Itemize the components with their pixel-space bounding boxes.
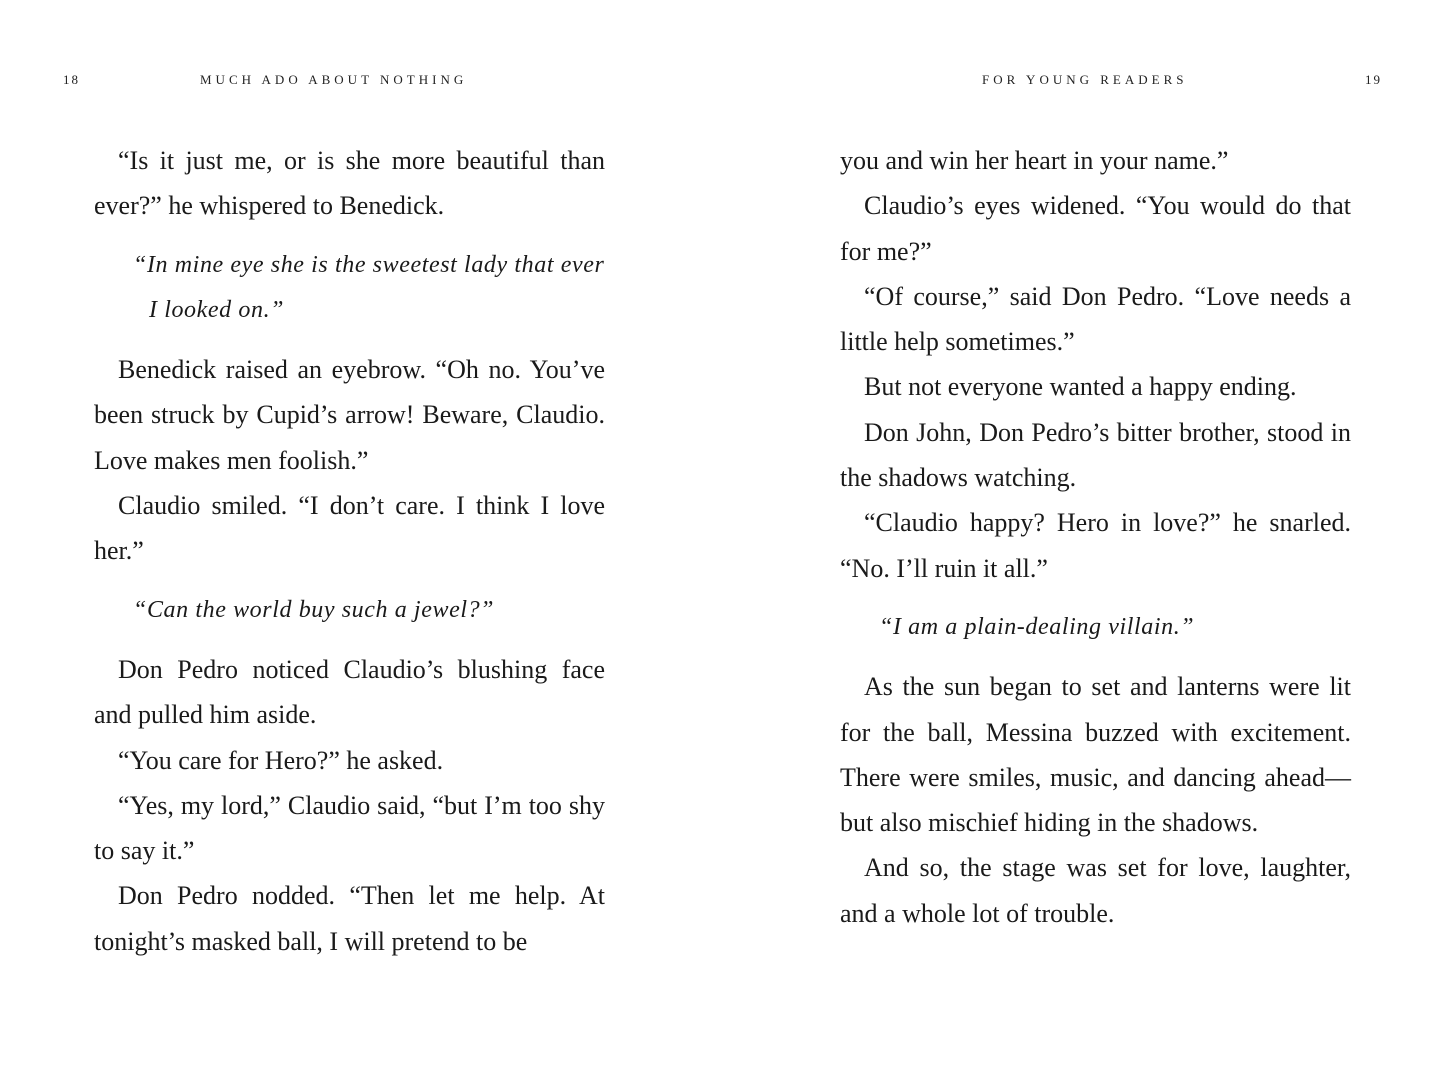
left-page bbox=[0, 0, 722, 1068]
paragraph: “Is it just me, or is she more beautiful than ever?” he whispered to Benedick. bbox=[94, 146, 605, 221]
paragraph: “You care for Hero?” he asked. bbox=[118, 745, 444, 775]
right-page bbox=[723, 0, 1445, 1068]
paragraph: Don John, Don Pedro’s bitter brother, stood in the shadows watching. bbox=[840, 417, 1351, 493]
shakespeare-quote: “Can the world buy such a jewel?” bbox=[133, 596, 495, 623]
paragraph: Claudio’s eyes widened. “You would do that for me?” bbox=[840, 191, 1351, 266]
paragraph: “Claudio happy? Hero in love?” he snarled. “No. I’ll ruin it all.” bbox=[840, 508, 1351, 583]
paragraph: “Yes, my lord,” Claudio said, “but I’m too shy to say it.” bbox=[94, 790, 605, 866]
shakespeare-quote: “I am a plain-dealing villain.” bbox=[879, 613, 1195, 640]
paragraph: “Of course,” said Don Pedro. “Love needs a little help sometimes.” bbox=[840, 281, 1351, 357]
paragraph: Benedick raised an eyebrow. “Oh no. You’ve been struck by Cupid’s arrow! Beware, Claudio. Love makes men foolish.” bbox=[94, 355, 605, 475]
running-head: MUCH ADO ABOUT NOTHING bbox=[200, 72, 468, 87]
paragraph: Don Pedro nodded. “Then let me help. At tonight’s masked ball, I will pretend to be bbox=[94, 881, 605, 956]
paragraph: But not everyone wanted a happy ending. bbox=[864, 372, 1297, 402]
running-head: FOR YOUNG READERS bbox=[982, 72, 1188, 87]
paragraph: And so, the stage was set for love, laughter, and a whole lot of trouble. bbox=[840, 853, 1351, 928]
paragraph: As the sun began to set and lanterns were lit for the ball, Messina buzzed with excitement. There were smiles, music, and dancing ahead—but also mischief hiding in the shadows. bbox=[840, 672, 1351, 838]
body-text bbox=[94, 138, 605, 964]
page-number: 19 bbox=[1365, 72, 1382, 87]
shakespeare-quote: “In mine eye she is the sweetest lady that ever I looked on.” bbox=[133, 251, 605, 323]
paragraph-continued: you and win her heart in your name.” bbox=[840, 146, 1229, 175]
page-number: 18 bbox=[63, 72, 80, 87]
paragraph: Don Pedro noticed Claudio’s blushing face and pulled him aside. bbox=[94, 654, 605, 730]
body-text bbox=[840, 138, 1351, 936]
paragraph: Claudio smiled. “I don’t care. I think I love her.” bbox=[94, 491, 605, 566]
